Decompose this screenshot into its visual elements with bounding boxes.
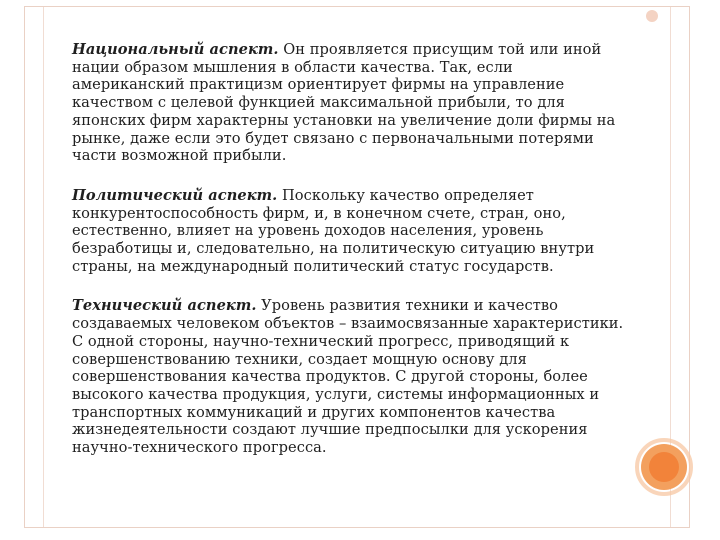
paragraph-line [72,41,660,59]
paragraph-line [72,187,660,205]
paragraph-line: жизнедеятельности создают лучшие предпосылки для ускорения [72,421,588,439]
paragraph-line: рынке, даже если это будет связано с первоначальными потерями [72,129,594,147]
paragraph-line: американский практицизм ориентирует фирмы на управление [72,76,565,94]
paragraph-line: совершенствования качества продуктов. С другой стороны, более [72,368,588,386]
frame-left-rule [43,7,44,527]
paragraph-line: нации образом мышления в области качества. Так, если [72,58,513,76]
paragraph-national-aspect [72,41,660,165]
paragraph-line [72,297,660,315]
paragraph-line: безработицы и, следовательно, на политическую ситуацию внутри [72,240,595,258]
paragraph-line: части возможной прибыли. [72,147,287,165]
paragraph-heading: Национальный аспект. [72,41,279,58]
paragraph-line: научно-технического прогресса. [72,439,327,457]
paragraph-text: Он проявляется присущим той или иной [278,41,602,58]
document-body [72,41,660,479]
paragraph-political-aspect [72,187,660,276]
paragraph-line: естественно, влияет на уровень доходов населения, уровень [72,222,544,240]
paragraph-line: создаваемых человеком объектов – взаимосвязанные характеристики. [72,315,624,333]
paragraph-line: японских фирм характерны установки на увеличение доли фирмы на [72,111,616,129]
paragraph-text: Поскольку качество определяет [277,186,534,204]
paragraph-line: совершенствованию техники, создает мощную основу для [72,350,527,368]
paragraph-heading: Технический аспект. [72,297,257,315]
paragraph-line: страны, на международный политический статус государств. [72,257,554,275]
paragraph-line: высокого качества продукция, услуги, системы информационных и [72,385,600,403]
top-decorative-dot [646,10,658,22]
paragraph-text: Уровень развития техники и качество [256,297,558,315]
paragraph-line: С одной стороны, научно-технический прогресс, приводящий к [72,332,570,350]
paragraph-line: качеством с целевой функцией максимальной прибыли, то для [72,94,565,112]
paragraph-technical-aspect [72,297,660,456]
paragraph-line: конкурентоспособность фирм, и, в конечном счете, стран, оно, [72,204,566,222]
paragraph-line: транспортных коммуникаций и других компонентов качества [72,403,556,421]
paragraph-heading: Политический аспект. [72,186,278,204]
